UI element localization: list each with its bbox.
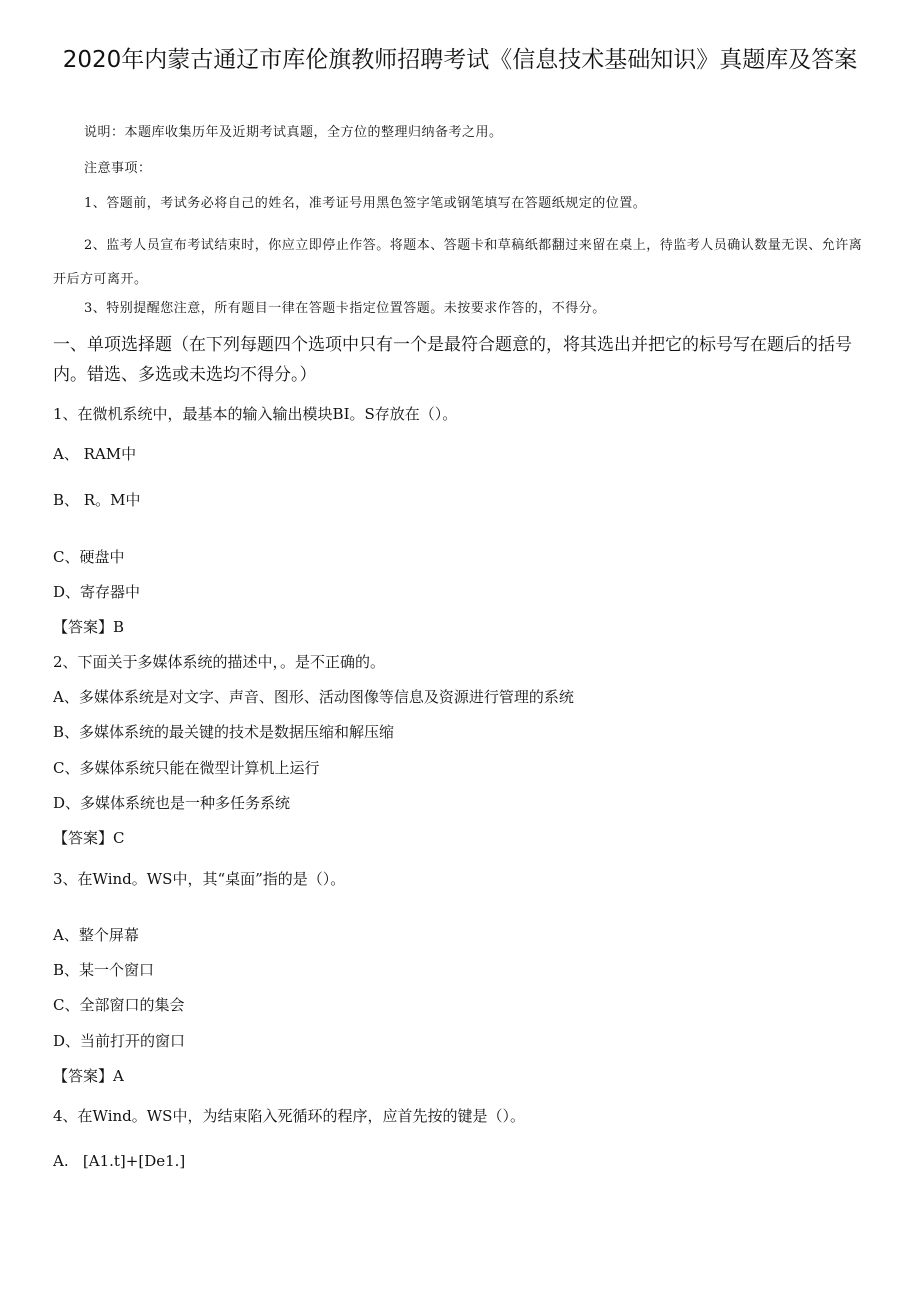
question-3-answer: 【答案】A	[53, 1067, 124, 1085]
question-3-option-c: C、全部窗口的集会	[53, 996, 185, 1014]
question-2-option-a: A、多媒体系统是对文字、声音、图形、活动图像等信息及资源进行管理的系统	[53, 688, 574, 706]
document-title: 2020年内蒙古通辽市库伦旗教师招聘考试《信息技术基础知识》真题库及答案	[62, 47, 858, 73]
notice-item-2: 2、监考人员宣布考试结束时，你应立即停止作答。将题本、答题卡和草稿纸都翻过来留在桌上，待监考人员确认数量无误、允许离开后方可离开。	[53, 238, 863, 287]
question-1-answer: 【答案】B	[53, 618, 125, 636]
question-3-option-b: B、某一个窗口	[53, 961, 155, 979]
question-1-option-c: C、硬盘中	[53, 548, 125, 566]
question-2-option-b: B、多媒体系统的最关键的技术是数据压缩和解压缩	[53, 723, 395, 741]
notice-item-1: 1、答题前，考试务必将自己的姓名，准考证号用黑色签字笔或钢笔填写在答题纸规定的位置。	[84, 196, 647, 211]
intro-description: 说明：本题库收集历年及近期考试真题，全方位的整理归纳备考之用。	[84, 125, 503, 140]
question-3-option-a: A、整个屏幕	[53, 926, 139, 944]
question-1-option-b: B、 R。M中	[53, 491, 141, 509]
section-heading: 一、单项选择题（在下列每题四个选项中只有一个是最符合题意的，将其选出并把它的标号写在题后的括号内。错选、多选或未选均不得分。）	[53, 335, 852, 385]
notice-heading: 注意事项：	[84, 161, 152, 176]
question-4-option-a: A. [A1.t]+[De1.]	[53, 1152, 186, 1170]
notice-item-3: 3、特别提醒您注意，所有题目一律在答题卡指定位置答题。未按要求作答的，不得分。	[84, 301, 606, 316]
question-2-option-c: C、多媒体系统只能在微型计算机上运行	[53, 759, 320, 777]
question-3-stem: 3、在Wind。WS中，其“桌面”指的是（）。	[53, 870, 346, 888]
question-2-stem: 2、下面关于多媒体系统的描述中，。是不正确的。	[53, 653, 386, 671]
question-1-stem: 1、在微机系统中，最基本的输入输出模块BI。S存放在（）。	[53, 405, 458, 423]
question-4-stem: 4、在Wind。WS中，为结束陷入死循环的程序，应首先按的键是（）。	[53, 1107, 525, 1125]
question-1-option-d: D、寄存器中	[53, 583, 141, 601]
question-1-option-a: A、 RAM中	[53, 445, 137, 463]
question-3-option-d: D、当前打开的窗口	[53, 1032, 186, 1050]
question-2-option-d: D、多媒体系统也是一种多任务系统	[53, 794, 291, 812]
question-2-answer: 【答案】C	[53, 829, 125, 847]
